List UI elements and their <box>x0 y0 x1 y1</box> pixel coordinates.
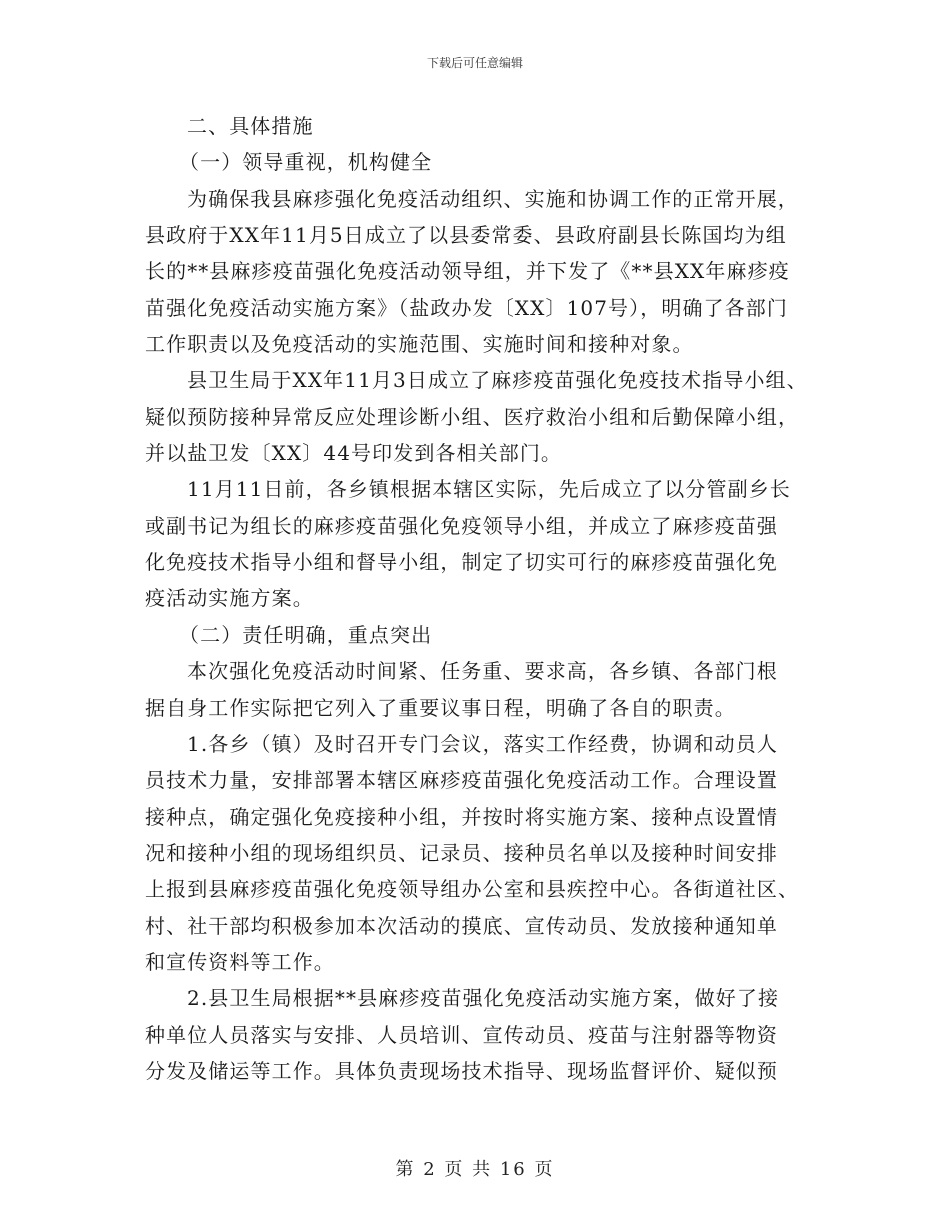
text-line: 苗强化免疫活动实施方案》（盐政办发〔XX〕107号），明确了各部门 <box>145 295 788 320</box>
text-line: 化免疫技术指导小组和督导小组，制定了切实可行的麻疹疫苗强化免 <box>145 550 778 575</box>
text-line: 员技术力量，安排部署本辖区麻疹疫苗强化免疫活动工作。合理设置 <box>145 768 778 793</box>
page-header-note: 下载后可任意编辑 <box>426 56 523 70</box>
text-line: 本次强化免疫活动时间紧、任务重、要求高，各乡镇、各部门根 <box>187 659 778 684</box>
text-line: 为确保我县麻疹强化免疫活动组织、实施和协调工作的正常开展， <box>187 186 799 211</box>
text-line: 上报到县麻疹疫苗强化免疫领导组办公室和县疾控中心。各街道社区、 <box>145 877 800 902</box>
text-line: 工作职责以及免疫活动的实施范围、实施时间和接种对象。 <box>145 332 694 357</box>
text-line: 2.县卫生局根据**县麻疹疫苗强化免疫活动实施方案，做好了接 <box>187 986 780 1011</box>
subsection-heading: （二）责任明确，重点突出 <box>179 622 433 647</box>
text-line: 种单位人员落实与安排、人员培训、宣传动员、疫苗与注射器等物资 <box>145 1022 778 1047</box>
text-line: 长的**县麻疹疫苗强化免疫活动领导组，并下发了《**县XX年麻疹疫 <box>145 259 790 284</box>
text-line: 并以盐卫发〔XX〕44号印发到各相关部门。 <box>145 441 563 466</box>
text-line: 或副书记为组长的麻疹疫苗强化免疫领导小组，并成立了麻疹疫苗强 <box>145 513 778 538</box>
text-line: 接种点，确定强化免疫接种小组，并按时将实施方案、接种点设置情 <box>145 804 778 829</box>
text-line: 村、社干部均积极参加本次活动的摸底、宣传动员、发放接种通知单 <box>145 913 778 938</box>
text-line: 和宣传资料等工作。 <box>145 949 335 974</box>
section-heading: 二、具体措施 <box>187 114 314 138</box>
document-body <box>145 108 810 1089</box>
page-number-footer: 第 2 页 共 16 页 <box>395 1159 555 1180</box>
text-line: 疑似预防接种异常反应处理诊断小组、医疗救治小组和后勤保障小组， <box>145 404 800 429</box>
text-line: 疫活动实施方案。 <box>145 586 314 611</box>
subsection-heading: （一）领导重视，机构健全 <box>179 150 433 175</box>
text-line: 1.各乡（镇）及时召开专门会议，落实工作经费，协调和动员人 <box>187 731 778 756</box>
text-line: 分发及储运等工作。具体负责现场技术指导、现场监督评价、疑似预 <box>145 1058 778 1083</box>
text-line: 11月11日前，各乡镇根据本辖区实际，先后成立了以分管副乡长 <box>187 477 791 502</box>
text-line: 况和接种小组的现场组织员、记录员、接种员名单以及接种时间安排 <box>145 840 778 865</box>
text-line: 县政府于XX年11月5日成立了以县委常委、县政府副县长陈国均为组 <box>145 223 787 248</box>
text-line: 县卫生局于XX年11月3日成立了麻疹疫苗强化免疫技术指导小组、 <box>187 368 808 393</box>
text-line: 据自身工作实际把它列入了重要议事日程，明确了各自的职责。 <box>145 695 736 720</box>
